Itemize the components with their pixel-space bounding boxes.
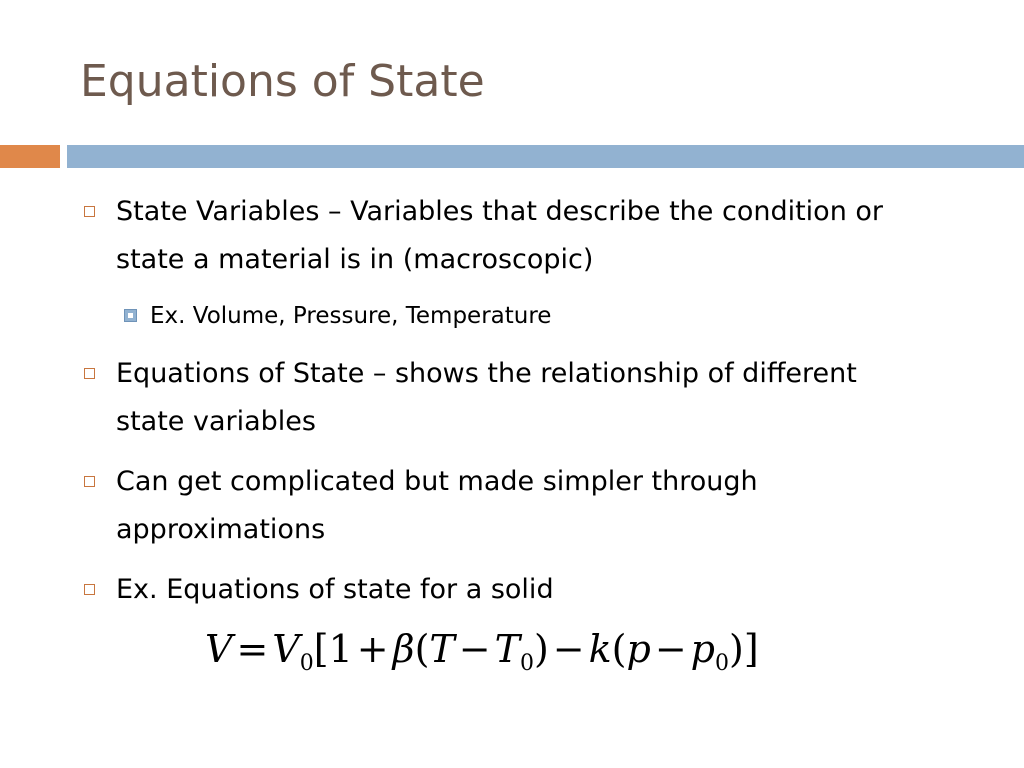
eq-V: V [205,627,233,671]
eq-T0: T [494,627,520,671]
eq-paren-close-1: ) [533,627,549,671]
bullet-text: Ex. Equations of state for a solid [116,574,554,605]
hollow-square-bullet-icon [84,206,95,217]
eq-equals: = [236,627,269,671]
eq-p0: p [690,627,715,671]
bullet-text: State Variables – Variables that describe the condition or state a material is in (macroscopic) [116,196,884,275]
bullet-item-approximations [116,458,906,554]
eq-k: k [588,627,612,671]
eq-paren-open-1: ( [414,627,430,671]
hollow-square-bullet-icon [84,368,95,379]
eq-close-brackets: )] [729,627,759,671]
eq-beta: β [392,627,415,671]
eq-paren-open-2: ( [611,627,627,671]
bullet-item-solid-example [116,566,906,614]
filled-square-bullet-icon [124,309,137,322]
bullet-item-state-variables [116,188,906,284]
eq-T0-subscript: 0 [519,651,534,676]
bullet-text: Can get complicated but made simpler through approximations [116,466,758,545]
bullet-text: Equations of State – shows the relationship of different state variables [116,358,857,437]
eq-minus-3: − [654,627,687,671]
eq-plus: + [356,627,389,671]
eq-p: p [626,627,651,671]
hollow-square-bullet-icon [84,476,95,487]
bullet-item-equations-of-state [116,350,906,446]
eq-V0-subscript: 0 [299,651,314,676]
hollow-square-bullet-icon [84,584,95,595]
sub-bullet-item-examples [150,300,850,332]
eq-minus-1: − [458,627,491,671]
eq-p0-subscript: 0 [715,651,729,676]
eq-bracket-one: [1 [313,627,353,671]
slide-title: Equations of State [80,56,485,107]
equation-of-state-solid [205,624,759,674]
sub-bullet-text: Ex. Volume, Pressure, Temperature [150,303,552,329]
eq-minus-2: − [552,627,585,671]
eq-T: T [429,627,455,671]
eq-V0: V [272,627,300,671]
